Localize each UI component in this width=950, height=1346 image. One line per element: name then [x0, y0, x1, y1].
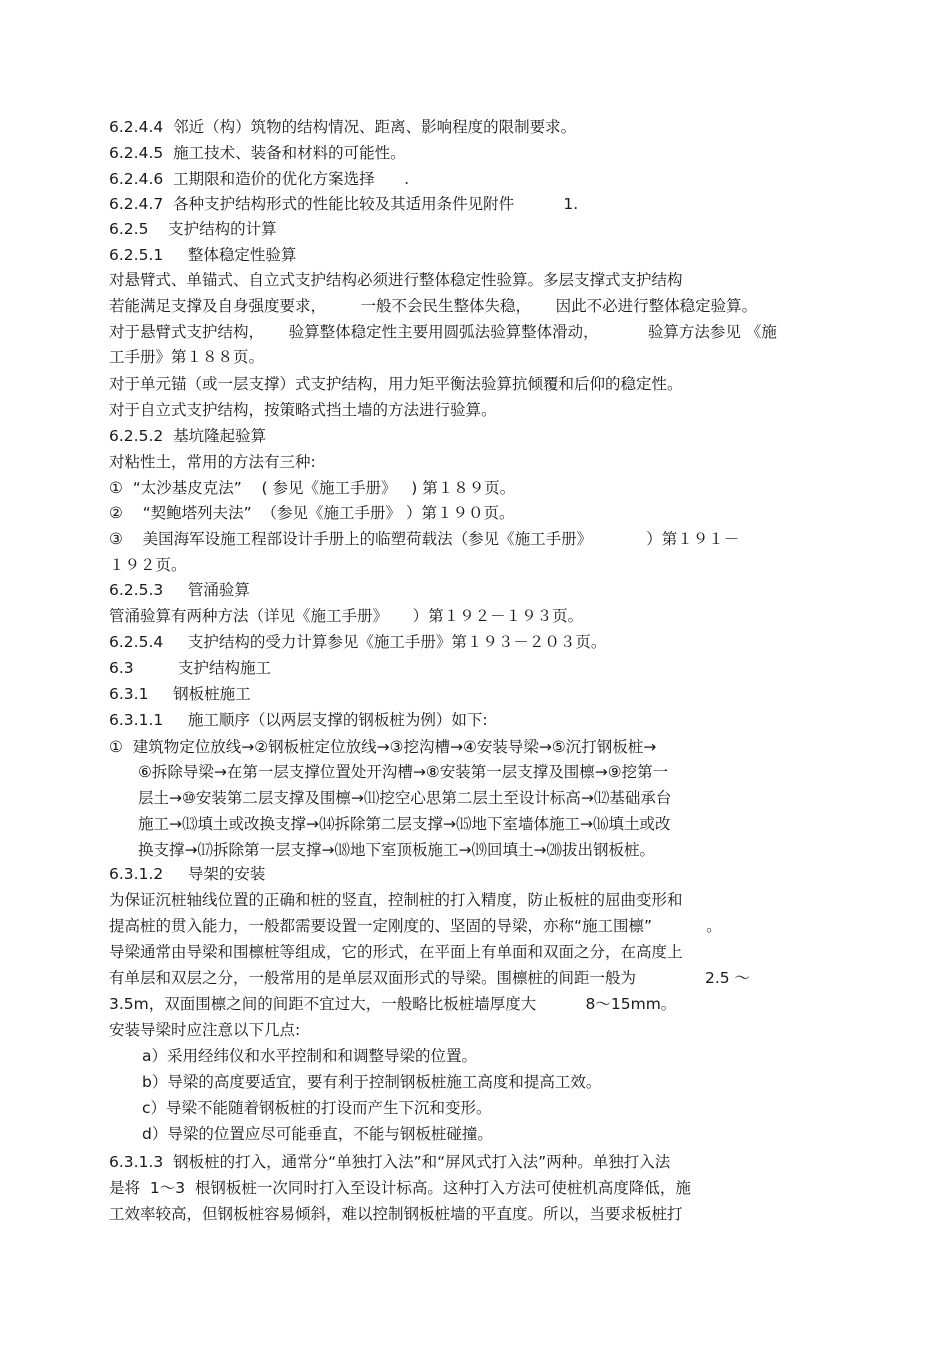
text-line: 6.2.4.5 施工技术、装备和材料的可能性。 — [109, 144, 406, 162]
text-line: 安装导梁时应注意以下几点: — [109, 1021, 301, 1039]
text-line: 6.2.4.6 工期限和造价的优化方案选择 . — [109, 170, 410, 188]
text-line: ① 建筑物定位放线→②钢板桩定位放线→③挖沟槽→④安装导梁→⑤沉打钢板桩→ — [109, 738, 657, 756]
text-line: 换支撑→⒄拆除第一层支撑→⒅地下室顶板施工→⒆回填土→⒇拔出钢板桩。 — [138, 841, 655, 859]
text-line: 对粘性土，常用的方法有三种: — [109, 453, 316, 471]
text-line: 对于自立式支护结构，按策略式挡土墙的方法进行验算。 — [109, 401, 497, 419]
text-line: ② “契鲍塔列夫法” （参见《施工手册》 ）第１９０页。 — [109, 504, 515, 522]
text-line: 有单层和双层之分，一般常用的是单层双面形式的导梁。围檩桩的间距一般为 2.5 ～ — [109, 969, 751, 987]
text-line: 对于单元锚（或一层支撑）式支护结构，用力矩平衡法验算抗倾覆和后仰的稳定性。 — [109, 375, 683, 393]
text-line: 施工→⒀填土或改换支撑→⒁拆除第二层支撑→⒂地下室墙体施工→⒃填土或改 — [138, 815, 671, 833]
text-line: 工手册》第１８８页。 — [109, 348, 265, 366]
text-line: 6.3.1 钢板桩施工 — [109, 685, 251, 703]
text-line: 6.3.1.1 施工顺序（以两层支撑的钢板桩为例）如下: — [109, 711, 488, 729]
text-line: 6.3.1.2 导架的安装 — [109, 865, 266, 883]
text-line: 6.2.4.4 邻近（构）筑物的结构情况、距离、影响程度的限制要求。 — [109, 118, 577, 136]
text-line: 6.2.5.1 整体稳定性验算 — [109, 246, 297, 264]
text-line: ③ 美国海军设施工程部设计手册上的临塑荷载法（参见《施工手册》 ）第１９１－ — [109, 530, 740, 548]
text-line: １９２页。 — [109, 556, 187, 574]
text-line: 对悬臂式、单锚式、自立式支护结构必须进行整体稳定性验算。多层支撑式支护结构 — [109, 271, 683, 289]
text-line: ① “太沙基皮克法” ( 参见《施工手册》 ) 第１８９页。 — [109, 479, 516, 497]
text-line: 提高桩的贯入能力，一般都需要设置一定刚度的、坚固的导梁，亦称“施工围檩” 。 — [109, 917, 722, 935]
text-line: c）导梁不能随着钢板桩的打设而产生下沉和变形。 — [142, 1099, 492, 1117]
text-line: 为保证沉桩轴线位置的正确和桩的竖直，控制桩的打入精度，防止板桩的屈曲变形和 — [109, 891, 683, 909]
text-line: 对于悬臂式支护结构， 验算整体稳定性主要用圆弧法验算整体滑动， 验算方法参见 《施 — [109, 323, 777, 341]
text-line: a）采用经纬仪和水平控制和和调整导梁的位置。 — [142, 1047, 477, 1065]
text-line: 工效率较高，但钢板桩容易倾斜，难以控制钢板桩墙的平直度。所以，当要求板桩打 — [109, 1205, 683, 1223]
text-line: 6.3 支护结构施工 — [109, 659, 271, 677]
text-line: 6.2.4.7 各种支护结构形式的性能比较及其适用条件见附件 1. — [109, 195, 579, 213]
text-line: 若能满足支撑及自身强度要求， 一般不会民生整体失稳， 因此不必进行整体稳定验算。 — [109, 297, 758, 315]
text-line: 是将 1～3 根钢板桩一次同时打入至设计标高。这种打入方法可使桩机高度降低，施 — [109, 1179, 691, 1197]
text-line: 管涌验算有两种方法（详见《施工手册》 ）第１９２－１９３页。 — [109, 607, 584, 625]
text-line: 3.5m，双面围檩之间的间距不宜过大，一般略比板桩墙厚度大 8～15mm。 — [109, 995, 677, 1013]
text-line: 6.2.5.3 管涌验算 — [109, 581, 250, 599]
text-line: 6.2.5 支护结构的计算 — [109, 220, 277, 238]
text-line: 层土→⑩安装第二层支撑及围檩→⑾挖空心思第二层土至设计标高→⑿基础承台 — [138, 789, 672, 807]
text-line: 6.2.5.4 支护结构的受力计算参见《施工手册》第１９３－２０３页。 — [109, 633, 607, 651]
text-line: b）导梁的高度要适宜，要有利于控制钢板桩施工高度和提高工效。 — [142, 1073, 602, 1091]
text-line: ⑥拆除导梁→在第一层支撑位置处开沟槽→⑧安装第一层支撑及围檩→⑨挖第一 — [138, 763, 669, 781]
text-line: 导梁通常由导梁和围檩桩等组成，它的形式，在平面上有单面和双面之分，在高度上 — [109, 943, 683, 961]
text-line: d）导梁的位置应尽可能垂直，不能与钢板桩碰撞。 — [142, 1125, 493, 1143]
text-line: 6.2.5.2 基坑隆起验算 — [109, 427, 267, 445]
text-line: 6.3.1.3 钢板桩的打入，通常分“单独打入法”和“屏风式打入法”两种。单独打入法 — [109, 1153, 671, 1171]
